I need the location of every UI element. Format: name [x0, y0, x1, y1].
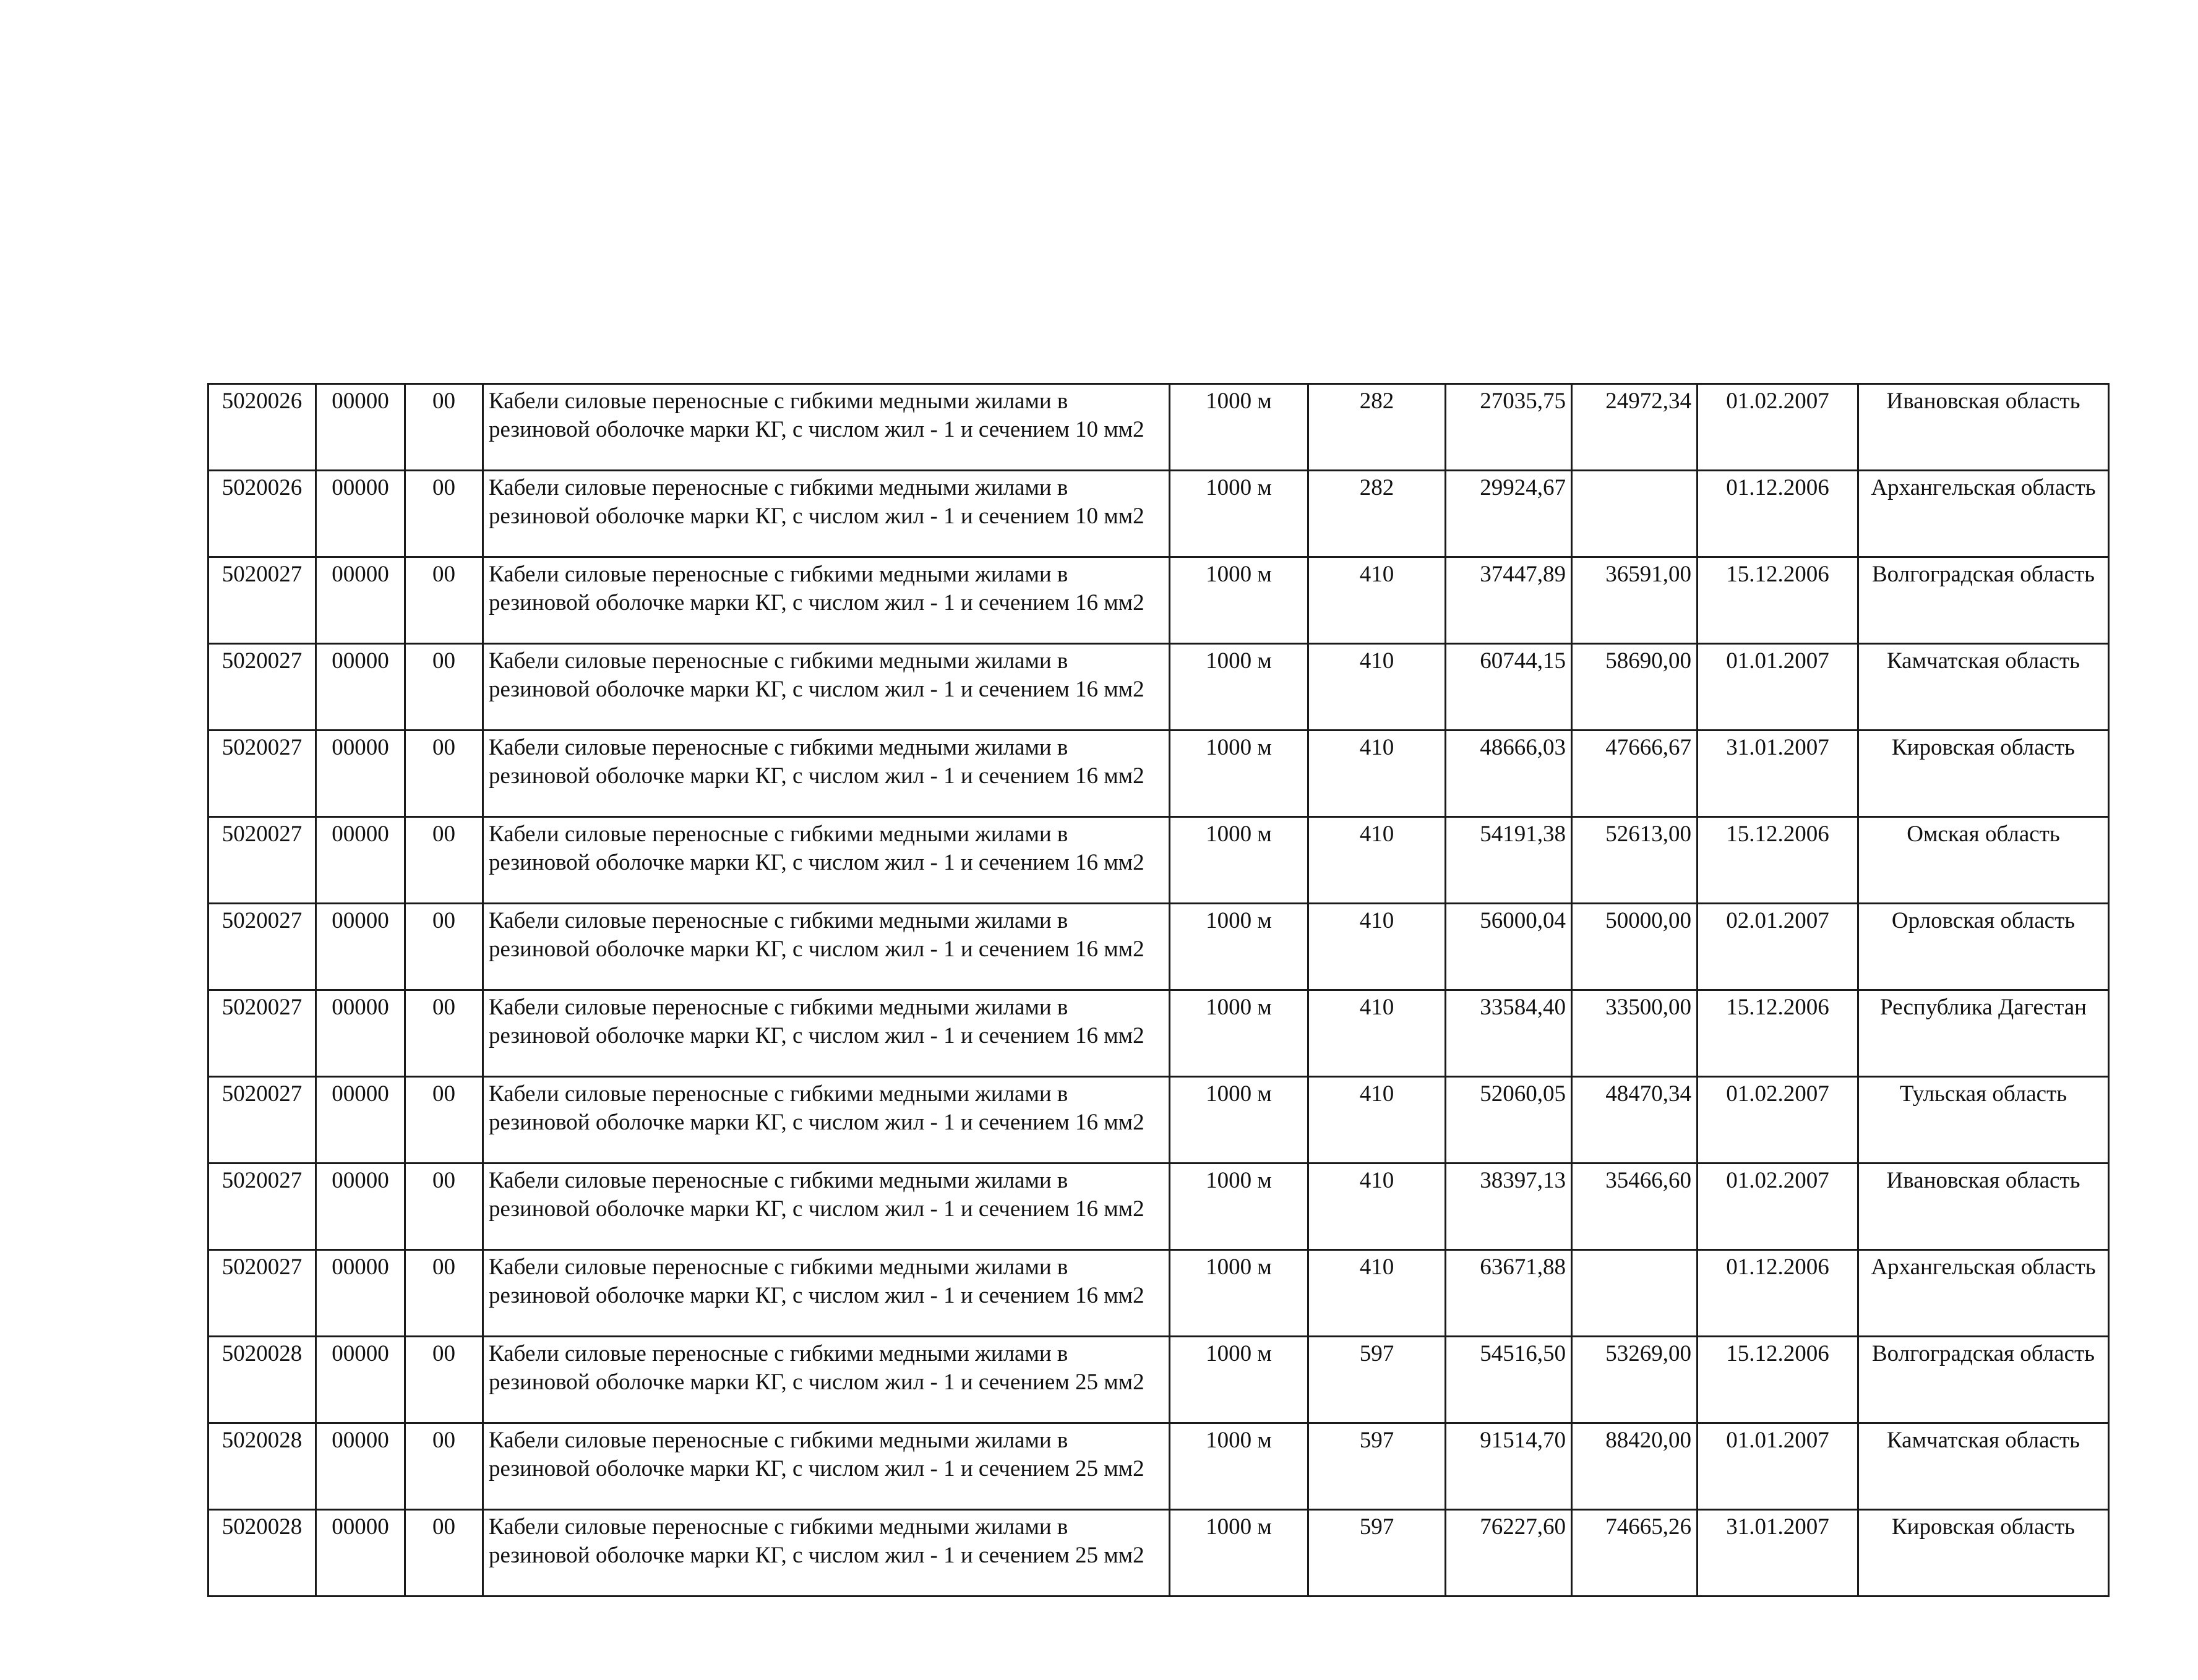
- region-cell: Ивановская область: [1858, 384, 2109, 471]
- price-cell: 52613,00: [1572, 817, 1698, 904]
- date-cell: 01.02.2007: [1698, 1077, 1858, 1164]
- description-cell: Кабели силовые переносные с гибкими медными жилами в резиновой оболочке марки КГ, с числом жил - 1 и сечением 10 мм2: [483, 471, 1170, 557]
- kind-code-cell: 00: [405, 817, 483, 904]
- kind-code-cell: 00: [405, 731, 483, 817]
- norm-value-cell: 410: [1308, 644, 1446, 731]
- region-cell: Кировская область: [1858, 1510, 2109, 1596]
- table-row: [208, 731, 2109, 817]
- region-cell: Тульская область: [1858, 1077, 2109, 1164]
- norm-value-cell: 410: [1308, 1077, 1446, 1164]
- description-cell: Кабели силовые переносные с гибкими медными жилами в резиновой оболочке марки КГ, с числом жил - 1 и сечением 16 мм2: [483, 817, 1170, 904]
- region-cell: Ивановская область: [1858, 1164, 2109, 1250]
- table-row: [208, 384, 2109, 471]
- price-with-delivery-cell: 54516,50: [1446, 1337, 1572, 1423]
- price-cell: 48470,34: [1572, 1077, 1698, 1164]
- kind-code-cell: 00: [405, 990, 483, 1077]
- table-row: [208, 904, 2109, 990]
- table-row: [208, 471, 2109, 557]
- description-cell: Кабели силовые переносные с гибкими медными жилами в резиновой оболочке марки КГ, с числом жил - 1 и сечением 16 мм2: [483, 904, 1170, 990]
- price-cell: 53269,00: [1572, 1337, 1698, 1423]
- price-cell: 58690,00: [1572, 644, 1698, 731]
- price-with-delivery-cell: 38397,13: [1446, 1164, 1572, 1250]
- material-code-cell: 5020027: [208, 557, 316, 644]
- price-with-delivery-cell: 48666,03: [1446, 731, 1572, 817]
- price-with-delivery-cell: 33584,40: [1446, 990, 1572, 1077]
- norm-value-cell: 410: [1308, 731, 1446, 817]
- price-with-delivery-cell: 27035,75: [1446, 384, 1572, 471]
- description-cell: Кабели силовые переносные с гибкими медными жилами в резиновой оболочке марки КГ, с числом жил - 1 и сечением 10 мм2: [483, 384, 1170, 471]
- date-cell: 02.01.2007: [1698, 904, 1858, 990]
- region-cell: Камчатская область: [1858, 1423, 2109, 1510]
- unit-cell: 1000 м: [1170, 904, 1308, 990]
- material-code-cell: 5020026: [208, 471, 316, 557]
- price-cell: 50000,00: [1572, 904, 1698, 990]
- region-cell: Республика Дагестан: [1858, 990, 2109, 1077]
- region-cell: Орловская область: [1858, 904, 2109, 990]
- material-code-cell: 5020027: [208, 731, 316, 817]
- date-cell: 15.12.2006: [1698, 817, 1858, 904]
- norm-value-cell: 597: [1308, 1510, 1446, 1596]
- description-cell: Кабели силовые переносные с гибкими медными жилами в резиновой оболочке марки КГ, с числом жил - 1 и сечением 25 мм2: [483, 1510, 1170, 1596]
- price-with-delivery-cell: 56000,04: [1446, 904, 1572, 990]
- price-with-delivery-cell: 76227,60: [1446, 1510, 1572, 1596]
- kind-code-cell: 00: [405, 1250, 483, 1337]
- subcode-cell: 00000: [316, 990, 405, 1077]
- unit-cell: 1000 м: [1170, 1077, 1308, 1164]
- material-code-cell: 5020027: [208, 990, 316, 1077]
- subcode-cell: 00000: [316, 731, 405, 817]
- norm-value-cell: 410: [1308, 1250, 1446, 1337]
- price-with-delivery-cell: 60744,15: [1446, 644, 1572, 731]
- price-with-delivery-cell: 37447,89: [1446, 557, 1572, 644]
- norm-value-cell: 597: [1308, 1337, 1446, 1423]
- subcode-cell: 00000: [316, 1337, 405, 1423]
- material-code-cell: 5020027: [208, 1164, 316, 1250]
- unit-cell: 1000 м: [1170, 1510, 1308, 1596]
- price-cell: 88420,00: [1572, 1423, 1698, 1510]
- unit-cell: 1000 м: [1170, 990, 1308, 1077]
- subcode-cell: 00000: [316, 817, 405, 904]
- subcode-cell: 00000: [316, 1250, 405, 1337]
- region-cell: Волгоградская область: [1858, 557, 2109, 644]
- unit-cell: 1000 м: [1170, 644, 1308, 731]
- region-cell: Волгоградская область: [1858, 1337, 2109, 1423]
- price-cell: 36591,00: [1572, 557, 1698, 644]
- table-row: [208, 1337, 2109, 1423]
- unit-cell: 1000 м: [1170, 1337, 1308, 1423]
- date-cell: 01.12.2006: [1698, 1250, 1858, 1337]
- kind-code-cell: 00: [405, 1510, 483, 1596]
- table-row: [208, 1164, 2109, 1250]
- unit-cell: 1000 м: [1170, 1164, 1308, 1250]
- norm-value-cell: 410: [1308, 990, 1446, 1077]
- material-code-cell: 5020027: [208, 644, 316, 731]
- table-row: [208, 1077, 2109, 1164]
- price-cell: 74665,26: [1572, 1510, 1698, 1596]
- price-cell: 35466,60: [1572, 1164, 1698, 1250]
- subcode-cell: 00000: [316, 1164, 405, 1250]
- price-with-delivery-cell: 29924,67: [1446, 471, 1572, 557]
- subcode-cell: 00000: [316, 1423, 405, 1510]
- table-row: [208, 990, 2109, 1077]
- date-cell: 31.01.2007: [1698, 731, 1858, 817]
- subcode-cell: 00000: [316, 1510, 405, 1596]
- norm-value-cell: 282: [1308, 384, 1446, 471]
- kind-code-cell: 00: [405, 557, 483, 644]
- kind-code-cell: 00: [405, 471, 483, 557]
- material-code-cell: 5020028: [208, 1423, 316, 1510]
- norm-value-cell: 282: [1308, 471, 1446, 557]
- price-with-delivery-cell: 52060,05: [1446, 1077, 1572, 1164]
- subcode-cell: 00000: [316, 471, 405, 557]
- date-cell: 15.12.2006: [1698, 990, 1858, 1077]
- unit-cell: 1000 м: [1170, 384, 1308, 471]
- kind-code-cell: 00: [405, 904, 483, 990]
- unit-cell: 1000 м: [1170, 471, 1308, 557]
- region-cell: Архангельская область: [1858, 1250, 2109, 1337]
- price-table-body: [208, 384, 2109, 1596]
- date-cell: 01.02.2007: [1698, 384, 1858, 471]
- price-with-delivery-cell: 54191,38: [1446, 817, 1572, 904]
- price-cell: [1572, 471, 1698, 557]
- description-cell: Кабели силовые переносные с гибкими медными жилами в резиновой оболочке марки КГ, с числом жил - 1 и сечением 16 мм2: [483, 1250, 1170, 1337]
- price-with-delivery-cell: 91514,70: [1446, 1423, 1572, 1510]
- kind-code-cell: 00: [405, 1337, 483, 1423]
- material-code-cell: 5020028: [208, 1337, 316, 1423]
- region-cell: Камчатская область: [1858, 644, 2109, 731]
- norm-value-cell: 410: [1308, 817, 1446, 904]
- kind-code-cell: 00: [405, 1077, 483, 1164]
- date-cell: 01.01.2007: [1698, 1423, 1858, 1510]
- table-row: [208, 644, 2109, 731]
- price-cell: 24972,34: [1572, 384, 1698, 471]
- description-cell: Кабели силовые переносные с гибкими медными жилами в резиновой оболочке марки КГ, с числом жил - 1 и сечением 16 мм2: [483, 731, 1170, 817]
- table-row: [208, 817, 2109, 904]
- kind-code-cell: 00: [405, 644, 483, 731]
- unit-cell: 1000 м: [1170, 731, 1308, 817]
- region-cell: Омская область: [1858, 817, 2109, 904]
- description-cell: Кабели силовые переносные с гибкими медными жилами в резиновой оболочке марки КГ, с числом жил - 1 и сечением 25 мм2: [483, 1423, 1170, 1510]
- unit-cell: 1000 м: [1170, 1423, 1308, 1510]
- norm-value-cell: 410: [1308, 904, 1446, 990]
- table-row: [208, 1250, 2109, 1337]
- unit-cell: 1000 м: [1170, 557, 1308, 644]
- description-cell: Кабели силовые переносные с гибкими медными жилами в резиновой оболочке марки КГ, с числом жил - 1 и сечением 16 мм2: [483, 990, 1170, 1077]
- table-row: [208, 557, 2109, 644]
- kind-code-cell: 00: [405, 1423, 483, 1510]
- price-cell: [1572, 1250, 1698, 1337]
- description-cell: Кабели силовые переносные с гибкими медными жилами в резиновой оболочке марки КГ, с числом жил - 1 и сечением 16 мм2: [483, 1077, 1170, 1164]
- date-cell: 01.02.2007: [1698, 1164, 1858, 1250]
- description-cell: Кабели силовые переносные с гибкими медными жилами в резиновой оболочке марки КГ, с числом жил - 1 и сечением 16 мм2: [483, 644, 1170, 731]
- price-cell: 47666,67: [1572, 731, 1698, 817]
- table-row: [208, 1510, 2109, 1596]
- kind-code-cell: 00: [405, 1164, 483, 1250]
- price-cell: 33500,00: [1572, 990, 1698, 1077]
- date-cell: 31.01.2007: [1698, 1510, 1858, 1596]
- date-cell: 15.12.2006: [1698, 1337, 1858, 1423]
- date-cell: 01.01.2007: [1698, 644, 1858, 731]
- table-row: [208, 1423, 2109, 1510]
- norm-value-cell: 410: [1308, 557, 1446, 644]
- unit-cell: 1000 м: [1170, 1250, 1308, 1337]
- material-code-cell: 5020026: [208, 384, 316, 471]
- norm-value-cell: 410: [1308, 1164, 1446, 1250]
- subcode-cell: 00000: [316, 557, 405, 644]
- region-cell: Кировская область: [1858, 731, 2109, 817]
- region-cell: Архангельская область: [1858, 471, 2109, 557]
- material-code-cell: 5020027: [208, 904, 316, 990]
- material-code-cell: 5020027: [208, 1077, 316, 1164]
- price-table: [207, 383, 2110, 1597]
- subcode-cell: 00000: [316, 1077, 405, 1164]
- material-code-cell: 5020027: [208, 817, 316, 904]
- material-code-cell: 5020027: [208, 1250, 316, 1337]
- subcode-cell: 00000: [316, 644, 405, 731]
- subcode-cell: 00000: [316, 384, 405, 471]
- date-cell: 01.12.2006: [1698, 471, 1858, 557]
- description-cell: Кабели силовые переносные с гибкими медными жилами в резиновой оболочке марки КГ, с числом жил - 1 и сечением 16 мм2: [483, 1164, 1170, 1250]
- material-code-cell: 5020028: [208, 1510, 316, 1596]
- price-with-delivery-cell: 63671,88: [1446, 1250, 1572, 1337]
- norm-value-cell: 597: [1308, 1423, 1446, 1510]
- subcode-cell: 00000: [316, 904, 405, 990]
- kind-code-cell: 00: [405, 384, 483, 471]
- description-cell: Кабели силовые переносные с гибкими медными жилами в резиновой оболочке марки КГ, с числом жил - 1 и сечением 16 мм2: [483, 557, 1170, 644]
- description-cell: Кабели силовые переносные с гибкими медными жилами в резиновой оболочке марки КГ, с числом жил - 1 и сечением 25 мм2: [483, 1337, 1170, 1423]
- date-cell: 15.12.2006: [1698, 557, 1858, 644]
- unit-cell: 1000 м: [1170, 817, 1308, 904]
